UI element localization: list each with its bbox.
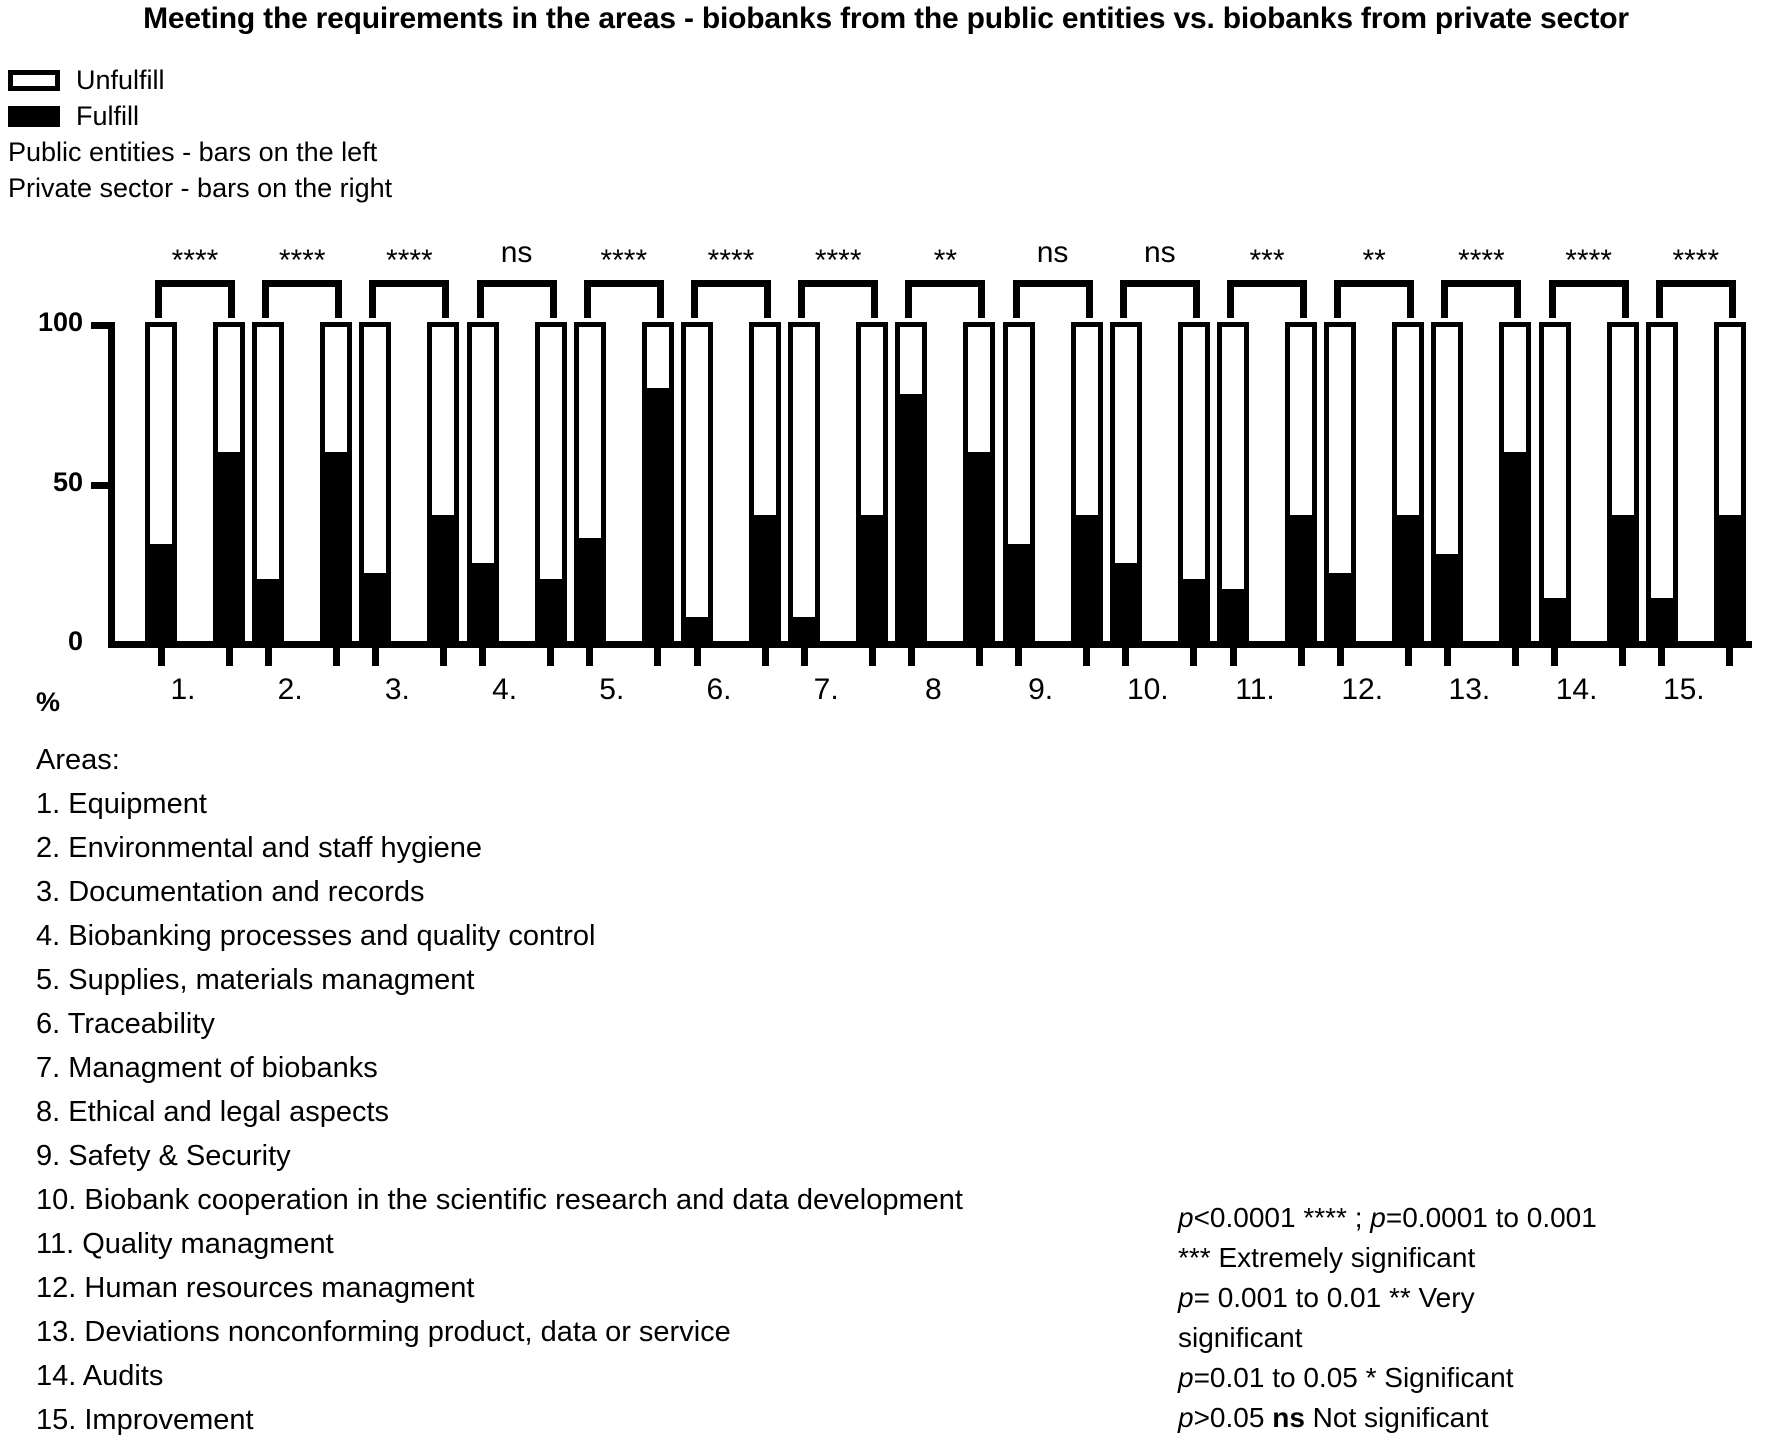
area-list-item: 1. Equipment <box>36 788 207 820</box>
significance-bracket <box>1549 280 1629 322</box>
x-tick-label: 15. <box>1662 673 1705 706</box>
x-tick-mark <box>586 648 593 666</box>
legend-label-fulfill: Fulfill <box>76 100 140 131</box>
x-tick-mark <box>976 648 983 666</box>
x-tick-mark <box>333 648 340 666</box>
x-tick-label: 1. <box>170 673 196 706</box>
bar-private <box>1071 322 1103 648</box>
significance-label: ** <box>933 244 958 277</box>
significance-label: **** <box>600 244 648 277</box>
y-axis-title: % <box>36 687 61 717</box>
y-tick-mark <box>91 322 108 329</box>
bar-fill-fulfill <box>1008 544 1030 643</box>
bar-public <box>1431 322 1463 648</box>
bar-fill-fulfill <box>754 515 776 643</box>
legend-label-unfulfill: Unfulfill <box>76 64 165 95</box>
bar-fill-fulfill <box>1115 563 1137 643</box>
bar-fill-fulfill <box>1651 598 1673 643</box>
bar-public <box>145 322 177 648</box>
significance-label: **** <box>1565 244 1612 277</box>
significance-bracket <box>1656 280 1736 322</box>
areas-list <box>36 738 963 1442</box>
pvalue-note <box>1178 1198 1738 1438</box>
bar-fill-fulfill <box>793 617 815 643</box>
significance-bracket <box>155 280 235 322</box>
y-tick-label: 100 <box>37 307 83 337</box>
bar-private <box>427 322 459 648</box>
bar-fill-fulfill <box>1612 515 1634 643</box>
bar-private <box>749 322 781 648</box>
y-tick-label: 50 <box>52 466 83 497</box>
page-title: Meeting the requirements in the areas - biobanks from the public entities vs. biobanks from private sector <box>143 2 1629 35</box>
bar-fill-fulfill <box>472 563 494 643</box>
significance-bracket <box>262 280 342 322</box>
y-tick-mark <box>91 482 108 489</box>
x-tick-mark <box>762 648 769 666</box>
bar-fill-fulfill <box>1222 589 1244 643</box>
bar-fill-fulfill <box>1719 515 1741 643</box>
bar-fill-fulfill <box>218 452 240 643</box>
bar-fill-fulfill <box>579 538 601 643</box>
pvalue-note-line: p<0.0001 **** ; p=0.0001 to 0.001 <box>1178 1202 1597 1233</box>
x-tick-mark <box>1444 648 1451 666</box>
x-tick-mark <box>479 648 486 666</box>
x-tick-mark <box>869 648 876 666</box>
significance-label: **** <box>814 244 862 277</box>
bar-fill-fulfill <box>257 579 279 643</box>
pvalue-note-line: p>0.05 ns Not significant <box>1178 1402 1489 1433</box>
x-tick-mark <box>158 648 165 666</box>
bar-public <box>681 322 713 648</box>
significance-bracket <box>1013 280 1093 322</box>
significance-label: ns <box>1036 236 1069 269</box>
area-list-item: 5. Supplies, materials managment <box>36 964 475 996</box>
area-list-item: 3. Documentation and records <box>36 876 425 908</box>
legend-note-public: Public entities - bars on the left <box>8 137 378 167</box>
area-list-item: 12. Human resources managment <box>36 1272 475 1304</box>
bar-public <box>252 322 284 648</box>
x-tick-label: 8 <box>925 673 942 706</box>
bar-public <box>574 322 606 648</box>
significance-bracket <box>1334 280 1414 322</box>
x-tick-mark <box>1298 648 1305 666</box>
area-list-item: 9. Safety & Security <box>36 1140 291 1172</box>
bar-public <box>1324 322 1356 648</box>
bar-private <box>1607 322 1639 648</box>
bar-public <box>1217 322 1249 648</box>
x-tick-mark <box>1726 648 1733 666</box>
x-tick-mark <box>372 648 379 666</box>
bar-private <box>963 322 995 648</box>
bar-fill-fulfill <box>686 617 708 643</box>
x-tick-label: 9. <box>1028 673 1054 706</box>
significance-bracket <box>477 280 557 322</box>
bar-fill-fulfill <box>1290 515 1312 643</box>
x-tick-mark <box>547 648 554 666</box>
significance-label: ns <box>1143 236 1176 269</box>
x-tick-label: 10. <box>1126 673 1169 706</box>
x-tick-mark <box>1551 648 1558 666</box>
x-tick-mark <box>1337 648 1344 666</box>
bar-fill-fulfill <box>1183 579 1205 643</box>
legend <box>8 62 392 206</box>
significance-label: ** <box>1362 244 1386 277</box>
significance-label: **** <box>1672 244 1720 277</box>
area-list-item: 11. Quality managment <box>36 1228 334 1260</box>
y-tick-label: 0 <box>67 626 83 656</box>
x-tick-label: 14. <box>1555 673 1598 706</box>
x-tick-label: 7. <box>813 673 839 706</box>
significance-bracket <box>1227 280 1307 322</box>
bar-private <box>1714 322 1746 648</box>
area-list-item: 10. Biobank cooperation in the scientific research and data development <box>36 1184 963 1216</box>
bar-private <box>642 322 674 648</box>
x-tick-mark <box>801 648 808 666</box>
significance-label: **** <box>386 244 433 277</box>
x-tick-mark <box>694 648 701 666</box>
area-list-item: 7. Managment of biobanks <box>36 1052 378 1084</box>
significance-label: **** <box>171 244 219 277</box>
x-tick-mark <box>1405 648 1412 666</box>
bar-private <box>856 322 888 648</box>
significance-bracket <box>798 280 878 322</box>
bar-public <box>788 322 820 648</box>
significance-bracket <box>584 280 664 322</box>
legend-swatch-unfulfill-icon <box>8 70 60 91</box>
area-list-item: 6. Traceability <box>36 1008 215 1040</box>
x-tick-mark <box>654 648 661 666</box>
area-list-item: 8. Ethical and legal aspects <box>36 1096 390 1128</box>
bar-fill-fulfill <box>647 388 669 643</box>
x-tick-mark <box>1230 648 1237 666</box>
bar-private <box>535 322 567 648</box>
bar-fill-fulfill <box>432 515 454 643</box>
pvalue-note-line: p=0.01 to 0.05 * Significant <box>1178 1362 1514 1393</box>
significance-label: ns <box>500 236 533 269</box>
bar-private <box>213 322 245 648</box>
significance-label: **** <box>278 244 326 277</box>
x-tick-mark <box>265 648 272 666</box>
bar-public <box>1003 322 1035 648</box>
bar-fill-fulfill <box>540 579 562 643</box>
bar-fill-fulfill <box>1329 573 1351 643</box>
x-tick-mark <box>1015 648 1022 666</box>
bar-fill-fulfill <box>861 515 883 643</box>
x-tick-label: 11. <box>1235 673 1275 706</box>
bar-private <box>1285 322 1317 648</box>
significance-bracket <box>369 280 449 322</box>
pvalue-note-line: p= 0.001 to 0.01 ** Very <box>1178 1282 1475 1313</box>
x-tick-mark <box>1619 648 1626 666</box>
legend-item-unfulfill <box>8 62 392 98</box>
area-list-item: 4. Biobanking processes and quality control <box>36 920 596 952</box>
legend-item-fulfill <box>8 98 392 134</box>
area-list-item: 14. Audits <box>36 1360 164 1392</box>
area-list-item: 15. Improvement <box>36 1404 254 1436</box>
bar-fill-fulfill <box>900 394 922 643</box>
bar-public <box>359 322 391 648</box>
x-tick-label: 5. <box>599 673 625 706</box>
bar-public <box>1539 322 1571 648</box>
bar-fill-fulfill <box>325 452 347 643</box>
plot-area <box>0 232 1772 717</box>
x-tick-label: 4. <box>492 673 518 706</box>
area-list-item: 13. Deviations nonconforming product, data or service <box>36 1316 731 1348</box>
bar-public <box>467 322 499 648</box>
x-tick-label: 12. <box>1341 673 1384 706</box>
significance-bracket <box>1441 280 1521 322</box>
bar-fill-fulfill <box>1076 515 1098 643</box>
bar-fill-fulfill <box>1397 515 1419 643</box>
x-tick-mark <box>1658 648 1665 666</box>
x-tick-mark <box>1190 648 1197 666</box>
bar-private <box>1499 322 1531 648</box>
pvalue-note-line: significant <box>1178 1322 1303 1353</box>
x-tick-mark <box>1122 648 1129 666</box>
significance-label: *** <box>1249 244 1285 277</box>
bar-fill-fulfill <box>1436 554 1458 643</box>
x-tick-label: 13. <box>1448 673 1491 706</box>
significance-label: **** <box>1458 244 1505 277</box>
x-tick-label: 6. <box>706 673 732 706</box>
bar-private <box>1392 322 1424 648</box>
bar-public <box>1646 322 1678 648</box>
y-axis-line <box>108 322 115 648</box>
bar-fill-fulfill <box>364 573 386 643</box>
legend-swatch-fulfill-icon <box>8 106 60 127</box>
bar-private <box>1178 322 1210 648</box>
bar-public <box>1110 322 1142 648</box>
x-tick-label: 2. <box>277 673 303 706</box>
bar-fill-fulfill <box>150 544 172 643</box>
x-tick-mark <box>1512 648 1519 666</box>
x-tick-label: 3. <box>384 673 410 706</box>
area-list-item: 2. Environmental and staff hygiene <box>36 832 483 864</box>
pvalue-note-line: *** Extremely significant <box>1178 1242 1476 1273</box>
significance-bracket <box>905 280 985 322</box>
bar-private <box>320 322 352 648</box>
legend-note-private: Private sector - bars on the right <box>8 173 393 203</box>
x-tick-mark <box>1083 648 1090 666</box>
bar-fill-fulfill <box>968 452 990 643</box>
x-tick-mark <box>226 648 233 666</box>
bar-fill-fulfill <box>1504 452 1526 643</box>
bar-public <box>895 322 927 648</box>
significance-bracket <box>1120 280 1200 322</box>
x-tick-mark <box>908 648 915 666</box>
x-tick-mark <box>440 648 447 666</box>
bar-fill-fulfill <box>1544 598 1566 643</box>
significance-label: **** <box>707 244 755 277</box>
areas-heading: Areas: <box>36 744 120 776</box>
significance-bracket <box>691 280 771 322</box>
